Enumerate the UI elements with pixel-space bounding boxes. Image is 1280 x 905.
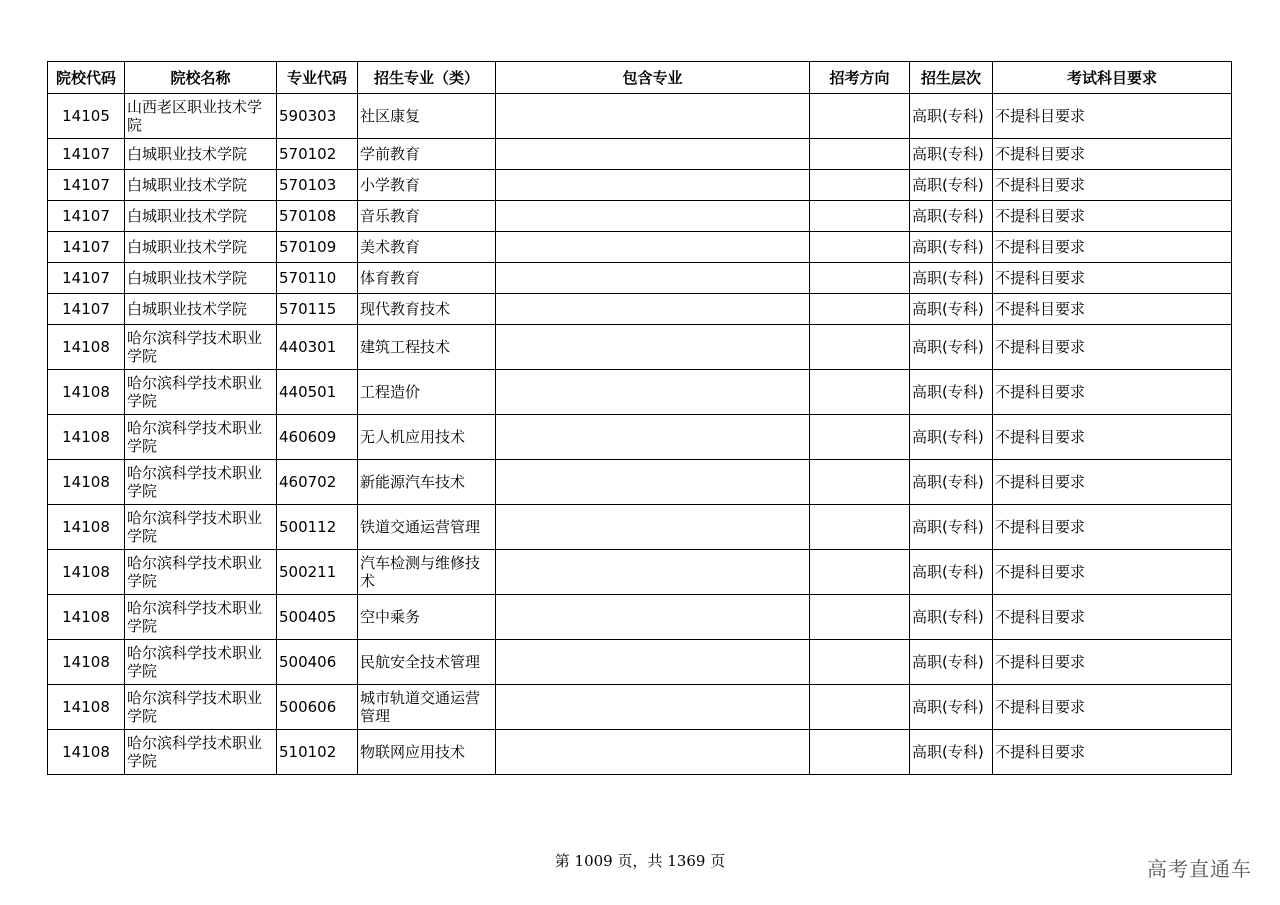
cell-included-majors: [496, 201, 810, 232]
cell-major-code: 570109: [277, 232, 358, 263]
cell-subject-requirement: 不提科目要求: [993, 460, 1232, 505]
cell-direction: [810, 170, 910, 201]
cell-school-name: 白城职业技术学院: [125, 263, 277, 294]
table-row: [48, 685, 1232, 730]
table-row: [48, 94, 1232, 139]
cell-level: 高职(专科): [910, 370, 993, 415]
cell-school-name: 哈尔滨科学技术职业学院: [125, 730, 277, 775]
cell-major: 工程造价: [358, 370, 496, 415]
cell-school-name: 白城职业技术学院: [125, 294, 277, 325]
cell-subject-requirement: 不提科目要求: [993, 595, 1232, 640]
cell-included-majors: [496, 139, 810, 170]
cell-major-code: 500112: [277, 505, 358, 550]
table-row: [48, 325, 1232, 370]
cell-subject-requirement: 不提科目要求: [993, 94, 1232, 139]
cell-level: 高职(专科): [910, 294, 993, 325]
header-level: 招生层次: [910, 62, 993, 94]
cell-major-code: 500211: [277, 550, 358, 595]
cell-level: 高职(专科): [910, 325, 993, 370]
cell-direction: [810, 139, 910, 170]
cell-level: 高职(专科): [910, 505, 993, 550]
cell-direction: [810, 370, 910, 415]
cell-subject-requirement: 不提科目要求: [993, 325, 1232, 370]
cell-included-majors: [496, 415, 810, 460]
cell-direction: [810, 550, 910, 595]
cell-school-code: 14108: [48, 595, 125, 640]
table-body: [48, 94, 1232, 775]
cell-major: 汽车检测与维修技术: [358, 550, 496, 595]
table-row: [48, 170, 1232, 201]
header-school-code: 院校代码: [48, 62, 125, 94]
cell-subject-requirement: 不提科目要求: [993, 201, 1232, 232]
cell-school-name: 哈尔滨科学技术职业学院: [125, 640, 277, 685]
cell-major: 小学教育: [358, 170, 496, 201]
cell-major-code: 460609: [277, 415, 358, 460]
cell-direction: [810, 201, 910, 232]
cell-major-code: 570103: [277, 170, 358, 201]
cell-school-code: 14105: [48, 94, 125, 139]
cell-direction: [810, 640, 910, 685]
cell-direction: [810, 505, 910, 550]
cell-subject-requirement: 不提科目要求: [993, 550, 1232, 595]
cell-included-majors: [496, 730, 810, 775]
cell-school-code: 14108: [48, 685, 125, 730]
table-row: [48, 201, 1232, 232]
cell-included-majors: [496, 232, 810, 263]
table-row: [48, 505, 1232, 550]
cell-direction: [810, 294, 910, 325]
cell-school-name: 哈尔滨科学技术职业学院: [125, 505, 277, 550]
cell-subject-requirement: 不提科目要求: [993, 170, 1232, 201]
cell-direction: [810, 460, 910, 505]
cell-included-majors: [496, 170, 810, 201]
cell-subject-requirement: 不提科目要求: [993, 370, 1232, 415]
cell-included-majors: [496, 325, 810, 370]
cell-included-majors: [496, 263, 810, 294]
watermark-text: 高考直通车: [1147, 857, 1252, 881]
cell-subject-requirement: 不提科目要求: [993, 139, 1232, 170]
cell-major: 建筑工程技术: [358, 325, 496, 370]
cell-school-name: 哈尔滨科学技术职业学院: [125, 415, 277, 460]
cell-major: 社区康复: [358, 94, 496, 139]
cell-level: 高职(专科): [910, 640, 993, 685]
cell-direction: [810, 415, 910, 460]
cell-level: 高职(专科): [910, 232, 993, 263]
cell-major-code: 440501: [277, 370, 358, 415]
cell-major: 无人机应用技术: [358, 415, 496, 460]
table-row: [48, 370, 1232, 415]
cell-direction: [810, 263, 910, 294]
cell-school-code: 14107: [48, 232, 125, 263]
cell-major-code: 500405: [277, 595, 358, 640]
cell-direction: [810, 94, 910, 139]
cell-major: 空中乘务: [358, 595, 496, 640]
cell-major: 体育教育: [358, 263, 496, 294]
cell-subject-requirement: 不提科目要求: [993, 294, 1232, 325]
cell-included-majors: [496, 294, 810, 325]
cell-major-code: 570110: [277, 263, 358, 294]
table-row: [48, 730, 1232, 775]
cell-major: 民航安全技术管理: [358, 640, 496, 685]
cell-subject-requirement: 不提科目要求: [993, 730, 1232, 775]
cell-school-code: 14108: [48, 415, 125, 460]
cell-included-majors: [496, 595, 810, 640]
cell-school-code: 14107: [48, 263, 125, 294]
cell-direction: [810, 685, 910, 730]
table-row: [48, 595, 1232, 640]
cell-major: 音乐教育: [358, 201, 496, 232]
cell-included-majors: [496, 685, 810, 730]
cell-school-name: 白城职业技术学院: [125, 170, 277, 201]
page-number: 第 1009 页，共 1369 页: [554, 852, 726, 870]
cell-level: 高职(专科): [910, 595, 993, 640]
cell-included-majors: [496, 370, 810, 415]
cell-included-majors: [496, 640, 810, 685]
cell-major-code: 570115: [277, 294, 358, 325]
cell-school-name: 哈尔滨科学技术职业学院: [125, 460, 277, 505]
cell-major: 现代教育技术: [358, 294, 496, 325]
header-direction: 招考方向: [810, 62, 910, 94]
cell-subject-requirement: 不提科目要求: [993, 232, 1232, 263]
table-row: [48, 460, 1232, 505]
cell-school-name: 白城职业技术学院: [125, 201, 277, 232]
table-row: [48, 640, 1232, 685]
cell-major-code: 500606: [277, 685, 358, 730]
header-school-name: 院校名称: [125, 62, 277, 94]
cell-school-name: 哈尔滨科学技术职业学院: [125, 595, 277, 640]
cell-included-majors: [496, 460, 810, 505]
header-subject-requirement: 考试科目要求: [993, 62, 1232, 94]
cell-major: 城市轨道交通运营管理: [358, 685, 496, 730]
header-major: 招生专业（类）: [358, 62, 496, 94]
cell-major-code: 590303: [277, 94, 358, 139]
cell-school-code: 14108: [48, 325, 125, 370]
cell-direction: [810, 730, 910, 775]
cell-subject-requirement: 不提科目要求: [993, 505, 1232, 550]
cell-direction: [810, 325, 910, 370]
cell-major-code: 500406: [277, 640, 358, 685]
table-row: [48, 550, 1232, 595]
cell-school-name: 白城职业技术学院: [125, 139, 277, 170]
cell-major-code: 440301: [277, 325, 358, 370]
admissions-table: [47, 61, 1232, 775]
cell-major-code: 570108: [277, 201, 358, 232]
table-row: [48, 294, 1232, 325]
cell-included-majors: [496, 505, 810, 550]
table-row: [48, 263, 1232, 294]
cell-included-majors: [496, 94, 810, 139]
cell-major-code: 460702: [277, 460, 358, 505]
cell-major: 铁道交通运营管理: [358, 505, 496, 550]
cell-school-name: 山西老区职业技术学院: [125, 94, 277, 139]
cell-subject-requirement: 不提科目要求: [993, 263, 1232, 294]
cell-major-code: 510102: [277, 730, 358, 775]
cell-level: 高职(专科): [910, 170, 993, 201]
cell-direction: [810, 232, 910, 263]
cell-level: 高职(专科): [910, 94, 993, 139]
cell-school-code: 14108: [48, 460, 125, 505]
table-header-row: [48, 62, 1232, 94]
cell-level: 高职(专科): [910, 415, 993, 460]
cell-level: 高职(专科): [910, 263, 993, 294]
cell-level: 高职(专科): [910, 550, 993, 595]
cell-level: 高职(专科): [910, 139, 993, 170]
cell-major: 新能源汽车技术: [358, 460, 496, 505]
cell-school-name: 白城职业技术学院: [125, 232, 277, 263]
cell-school-name: 哈尔滨科学技术职业学院: [125, 685, 277, 730]
cell-school-name: 哈尔滨科学技术职业学院: [125, 550, 277, 595]
cell-included-majors: [496, 550, 810, 595]
header-major-code: 专业代码: [277, 62, 358, 94]
cell-school-code: 14107: [48, 170, 125, 201]
cell-level: 高职(专科): [910, 730, 993, 775]
cell-major: 物联网应用技术: [358, 730, 496, 775]
cell-school-name: 哈尔滨科学技术职业学院: [125, 370, 277, 415]
cell-school-code: 14108: [48, 505, 125, 550]
cell-level: 高职(专科): [910, 460, 993, 505]
cell-school-code: 14108: [48, 550, 125, 595]
cell-level: 高职(专科): [910, 685, 993, 730]
cell-school-code: 14108: [48, 370, 125, 415]
cell-school-code: 14107: [48, 139, 125, 170]
cell-school-code: 14107: [48, 201, 125, 232]
cell-school-code: 14108: [48, 640, 125, 685]
cell-subject-requirement: 不提科目要求: [993, 415, 1232, 460]
cell-major: 学前教育: [358, 139, 496, 170]
cell-school-name: 哈尔滨科学技术职业学院: [125, 325, 277, 370]
cell-major: 美术教育: [358, 232, 496, 263]
cell-level: 高职(专科): [910, 201, 993, 232]
cell-direction: [810, 595, 910, 640]
table-row: [48, 139, 1232, 170]
cell-school-code: 14107: [48, 294, 125, 325]
cell-subject-requirement: 不提科目要求: [993, 685, 1232, 730]
table-row: [48, 415, 1232, 460]
table-row: [48, 232, 1232, 263]
header-included-majors: 包含专业: [496, 62, 810, 94]
cell-major-code: 570102: [277, 139, 358, 170]
cell-subject-requirement: 不提科目要求: [993, 640, 1232, 685]
cell-school-code: 14108: [48, 730, 125, 775]
